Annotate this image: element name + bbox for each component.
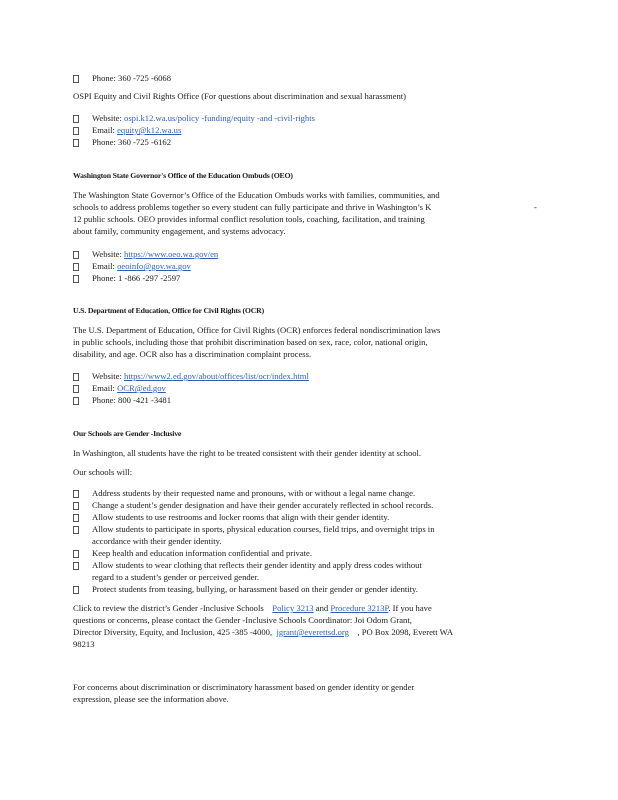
gender-will: Our schools will: <box>73 467 133 477</box>
oeo-para-line: The Washington State Governor’s Office of the Education Ombuds works with families, communities, and <box>73 190 440 200</box>
footer-line: For concerns about discrimination or discriminatory harassment based on gender identity or gender <box>73 682 415 692</box>
email-label: Email: <box>92 261 115 271</box>
bullet-icon <box>73 502 79 510</box>
bullet-icon <box>73 373 79 381</box>
list-item: Allow students to participate in sports, physical education courses, field trips, and overnight trips in <box>92 524 435 534</box>
contact-text-end: , PO Box 2098, Everett WA <box>357 627 454 637</box>
list-item: Address students by their requested name and pronouns, with or without a legal name change. <box>92 488 416 498</box>
website-label: Website: <box>92 113 122 123</box>
bullet-icon <box>73 127 79 135</box>
email-line <box>92 261 191 272</box>
review-text-end: . If you have <box>388 603 432 613</box>
oeo-para-line: schools to address problems together so every student can fully participate and thrive in Washington’s K <box>73 202 432 212</box>
ospi-heading: OSPI Equity and Civil Rights Office (For questions about discrimination and sexual harassment) <box>73 91 407 101</box>
gender-intro: In Washington, all students have the right to be treated consistent with their gender identity at school. <box>73 448 422 458</box>
policy-3213-link[interactable]: Policy 3213 <box>272 603 314 613</box>
list-item-continuation: regard to a student’s gender or perceived gender. <box>92 572 260 582</box>
bullet-icon <box>73 139 79 147</box>
bullet-icon <box>73 275 79 283</box>
bullet-icon <box>73 526 79 534</box>
email-label: Email: <box>92 383 115 393</box>
ocr-website-link[interactable]: https://www2.ed.gov/about/offices/list/ocr/index.html <box>124 371 309 381</box>
oeo-heading: Washington State Governor's Office of the Education Ombuds (OEO) <box>73 171 293 180</box>
list-item: Allow students to use restrooms and locker rooms that align with their gender identity. <box>92 512 390 522</box>
list-item-continuation: accordance with their gender identity. <box>92 536 222 546</box>
phone-line: Phone: 800 -421 -3481 <box>92 395 172 405</box>
bullet-icon <box>73 586 79 594</box>
bullet-icon <box>73 490 79 498</box>
gender-contact-line <box>73 627 453 638</box>
gender-heading: Our Schools are Gender -Inclusive <box>73 429 182 438</box>
list-item: Change a student’s gender designation and have their gender accurately reflected in school records. <box>92 500 434 510</box>
oeo-para-line: about family, community engagement, and systems advocacy. <box>73 226 286 236</box>
bullet-icon <box>73 514 79 522</box>
bullet-icon <box>73 562 79 570</box>
jgrant-email-link[interactable]: jgrant@everettsd.org <box>276 627 349 637</box>
website-line <box>92 371 309 382</box>
list-item: Protect students from teasing, bullying, or harassment based on their gender or gender identity. <box>92 584 418 594</box>
bullet-icon <box>73 115 79 123</box>
and-text: and <box>315 603 329 613</box>
phone-line: Phone: 1 -866 -297 -2597 <box>92 273 181 283</box>
website-line <box>92 249 218 260</box>
review-text: Click to review the district’s Gender -Inclusive Schools <box>73 603 264 613</box>
oeo-website-link[interactable]: https://www.oeo.wa.gov/en <box>124 249 219 259</box>
ocr-para-line: disability, and age. OCR also has a discrimination complaint process. <box>73 349 312 359</box>
procedure-3213p-link[interactable]: Procedure 3213P <box>330 603 389 613</box>
ocr-para-line: in public schools, including those that prohibit discrimination based on sex, race, color, national origin, <box>73 337 428 347</box>
list-item: Allow students to wear clothing that reflects their gender identity and apply dress codes without <box>92 560 422 570</box>
phone-line: Phone: 360 -725 -6068 <box>92 73 172 83</box>
email-line <box>92 125 181 136</box>
gender-review-line <box>73 603 432 614</box>
ocr-para-line: The U.S. Department of Education, Office for Civil Rights (OCR) enforces federal nondiscrimination laws <box>73 325 441 335</box>
phone-line: Phone: 360 -725 -6162 <box>92 137 172 147</box>
list-item: Keep health and education information confidential and private. <box>92 548 313 558</box>
website-line <box>92 113 315 124</box>
bullet-icon <box>73 550 79 558</box>
ospi-website-link[interactable]: ospi.k12.wa.us/policy -funding/equity -and -civil-rights <box>124 113 315 123</box>
gender-contact-line: questions or concerns, please contact the Gender -Inclusive Schools Coordinator: Joi Odom Grant, <box>73 615 412 625</box>
bullet-icon <box>73 263 79 271</box>
ospi-email-link[interactable]: equity@k12.wa.us <box>117 125 182 135</box>
oeo-email-link[interactable]: oeoinfo@gov.wa.gov <box>117 261 191 271</box>
bullet-icon <box>73 397 79 405</box>
email-line <box>92 383 166 394</box>
website-label: Website: <box>92 371 122 381</box>
website-label: Website: <box>92 249 122 259</box>
bullet-icon <box>73 385 79 393</box>
bullet-icon <box>73 75 79 83</box>
bullet-icon <box>73 251 79 259</box>
ocr-email-link[interactable]: OCR@ed.gov <box>117 383 166 393</box>
oeo-para-line: 12 public schools. OEO provides informal conflict resolution tools, coaching, facilitation, and training <box>73 214 425 224</box>
ocr-heading: U.S. Department of Education, Office for Civil Rights (OCR) <box>73 306 264 315</box>
oeo-para-hyphen: - <box>534 202 537 212</box>
email-label: Email: <box>92 125 115 135</box>
gender-contact-zip: 98213 <box>73 639 95 649</box>
contact-text: Director Diversity, Equity, and Inclusion, 425 -385 -4000, <box>73 627 273 637</box>
footer-line: expression, please see the information above. <box>73 694 229 704</box>
